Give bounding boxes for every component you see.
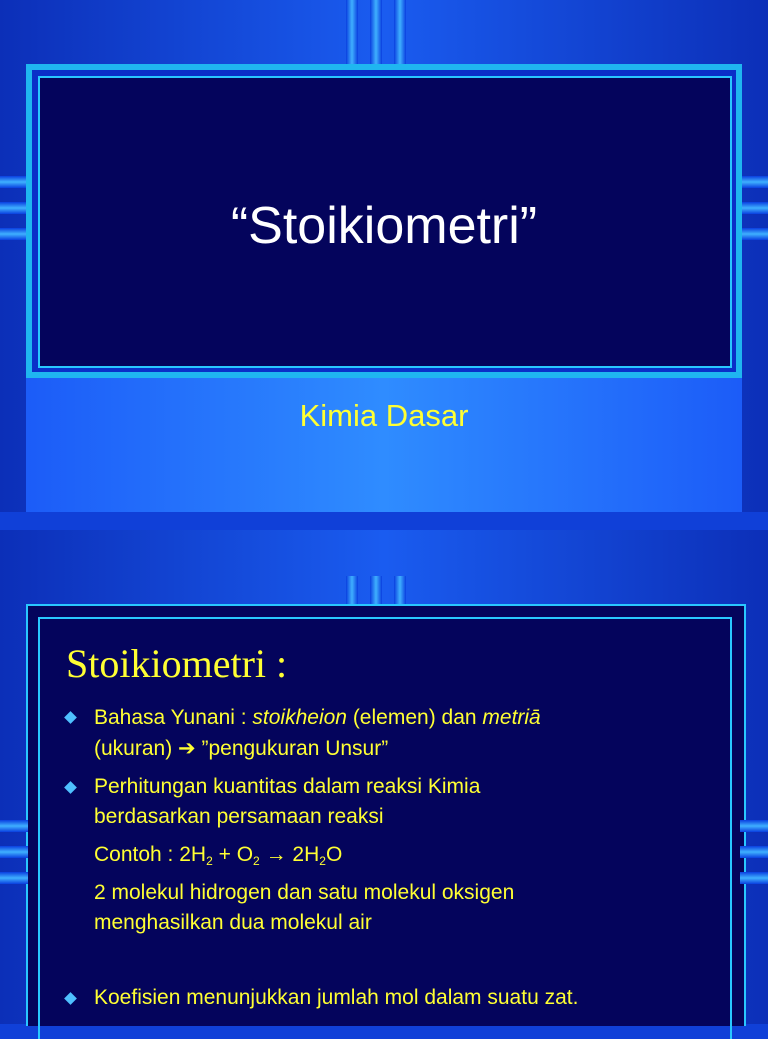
bullet-1-prefix: Bahasa Yunani : (94, 706, 253, 729)
slide-title: “Stoikiometri” (230, 197, 538, 255)
example-equation (94, 840, 342, 876)
subscript: 2 (253, 854, 260, 868)
slide-1 (0, 0, 768, 512)
explanation-line-2: menghasilkan dua molekul air (94, 911, 372, 934)
term-metria: metriā (482, 706, 541, 729)
decor-bar (0, 176, 28, 188)
example-end: O (325, 843, 343, 866)
bullet-1-line-1 (94, 703, 541, 733)
decor-bar (740, 176, 768, 188)
bullet-2-line-1: Perhitungan kuantitas dalam reaksi Kimia (94, 775, 481, 798)
decor-bar (370, 0, 382, 64)
decor-bar (0, 820, 28, 832)
decor-bar (740, 872, 768, 884)
bullet-2-line-2: berdasarkan persamaan reaksi (94, 805, 384, 828)
example-arrow: → 2H (259, 843, 320, 866)
section-heading: Stoikiometri : (66, 641, 288, 686)
bullet-1-line-2: (ukuran) ➔ ”pengukuran Unsur” (94, 737, 389, 760)
subscript: 2 (319, 854, 326, 868)
bullet-3: Koefisien menunjukkan jumlah mol dalam suatu zat. (94, 986, 579, 1009)
example-plus: + O (212, 843, 254, 866)
example-label: Contoh : 2H (94, 843, 207, 866)
decor-bar (740, 846, 768, 858)
decor-bar (740, 820, 768, 832)
term-stoikheion: stoikheion (252, 706, 347, 729)
decor-bar (0, 872, 28, 884)
subscript: 2 (206, 854, 213, 868)
decor-bar (346, 0, 358, 64)
decor-bar (0, 846, 28, 858)
slide-subtitle: Kimia Dasar (299, 398, 469, 433)
bullet-1-mid: (elemen) dan (346, 706, 483, 729)
explanation-line-1: 2 molekul hidrogen dan satu molekul oksigen (94, 881, 515, 904)
decor-bar (394, 0, 406, 64)
